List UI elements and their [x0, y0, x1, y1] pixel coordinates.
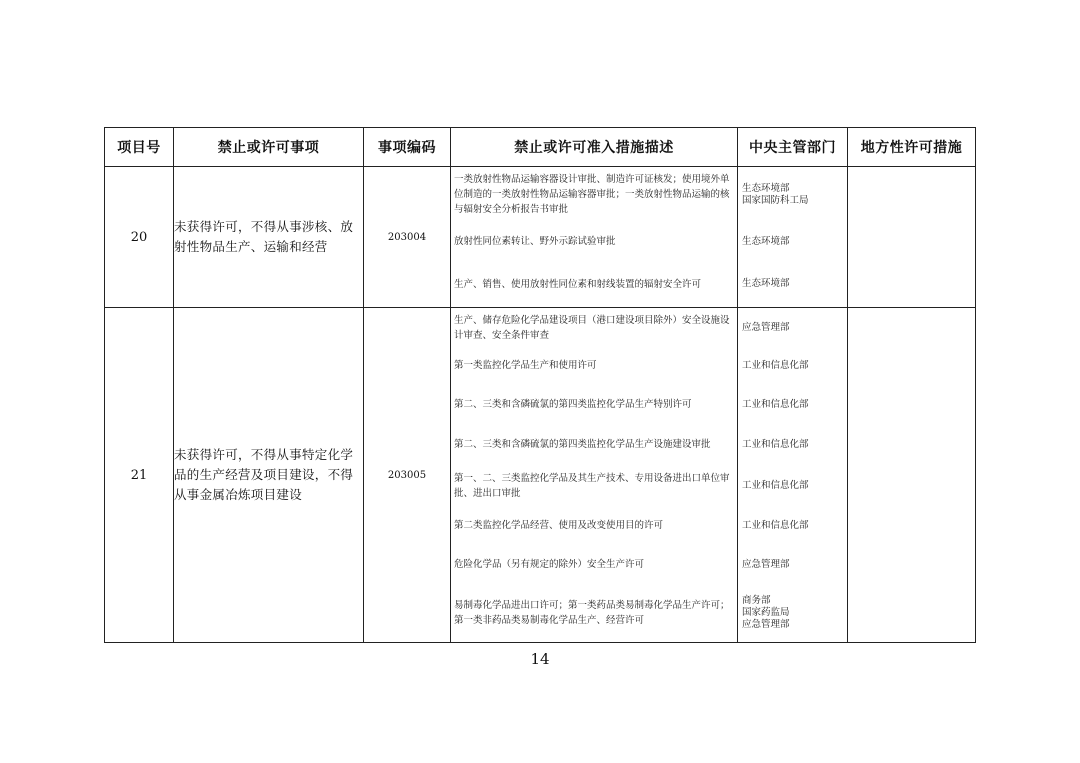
header-item-number: 项目号	[105, 128, 174, 167]
department-cell	[738, 507, 847, 545]
department-cell	[738, 465, 847, 507]
department-name: 工业和信息化部	[742, 479, 809, 491]
measure-text: 一类放射性物品运输容器设计审批、制造许可证核发；使用境外单位制造的一类放射性物品运输容器审批；一类放射性物品运输的核与辐射安全分析报告书审批	[454, 174, 730, 215]
permit-table	[104, 127, 976, 643]
row-departments	[738, 308, 848, 643]
department-cell	[738, 347, 847, 385]
department-cell	[738, 425, 847, 465]
measure-text: 危险化学品（另有规定的除外）安全生产许可	[454, 559, 645, 570]
measure-text: 第一类监控化学品生产和使用许可	[454, 360, 597, 371]
department-cell	[738, 309, 847, 347]
row-item: 未获得许可，不得从事涉核、放射性物品生产、运输和经营	[174, 167, 364, 308]
table-header-row	[105, 128, 976, 167]
header-department: 中央主管部门	[738, 128, 848, 167]
row-local-measures	[848, 308, 976, 643]
department-name: 应急管理部	[742, 558, 790, 570]
page-number: 14	[530, 650, 550, 668]
row-departments	[738, 167, 848, 308]
row-code: 203005	[364, 308, 451, 643]
table-row	[105, 308, 976, 643]
row-measures	[451, 308, 738, 643]
measure-text: 放射性同位素转让、野外示踪试验审批	[454, 236, 616, 247]
measure-text: 第二类监控化学品经营、使用及改变使用目的许可	[454, 520, 664, 531]
row-item: 未获得许可，不得从事特定化学品的生产经营及项目建设，不得从事金属冶炼项目建设	[174, 308, 364, 643]
row-number: 21	[105, 308, 174, 643]
table-row	[105, 167, 976, 308]
department-cell	[738, 168, 847, 222]
department-name: 生态环境部	[742, 235, 790, 247]
measure-text: 第二、三类和含磷硫氯的第四类监控化学品生产特别许可	[454, 399, 692, 410]
header-item: 禁止或许可事项	[174, 128, 364, 167]
department-name: 生态环境部	[742, 182, 790, 194]
row-code: 203004	[364, 167, 451, 308]
measure-text: 易制毒化学品进出口许可；第一类药品类易制毒化学品生产许可；第一类非药品类易制毒化学品生产、经营许可	[454, 600, 730, 626]
department-name: 工业和信息化部	[742, 359, 809, 371]
department-name: 应急管理部	[742, 321, 790, 333]
department-cell	[738, 545, 847, 585]
row-number: 20	[105, 167, 174, 308]
department-name: 国家药监局	[742, 607, 790, 618]
department-name: 应急管理部	[742, 619, 790, 630]
row-measures	[451, 167, 738, 308]
measure-text: 生产、销售、使用放射性同位素和射线装置的辐射安全许可	[454, 278, 702, 290]
row-local-measures	[848, 167, 976, 308]
measure-text: 生产、储存危险化学品建设项目（港口建设项目除外）安全设施设计审查、安全条件审查	[454, 314, 730, 341]
department-name: 工业和信息化部	[742, 398, 809, 410]
department-name: 工业和信息化部	[742, 438, 809, 450]
department-name: 国家国防科工局	[742, 194, 809, 206]
header-local-measures: 地方性许可措施	[848, 128, 976, 167]
department-name: 生态环境部	[742, 278, 790, 289]
department-cell	[738, 262, 847, 307]
department-name: 商务部	[742, 595, 771, 606]
department-name: 工业和信息化部	[742, 519, 809, 531]
header-measures: 禁止或许可准入措施描述	[451, 128, 738, 167]
measure-text: 第一、二、三类监控化学品及其生产技术、专用设备进出口单位审批、进出口审批	[454, 472, 730, 499]
measure-text: 第二、三类和含磷硫氯的第四类监控化学品生产设施建设审批	[454, 439, 711, 450]
department-cell	[738, 385, 847, 425]
department-cell	[738, 585, 847, 642]
department-cell	[738, 222, 847, 262]
header-code: 事项编码	[364, 128, 451, 167]
